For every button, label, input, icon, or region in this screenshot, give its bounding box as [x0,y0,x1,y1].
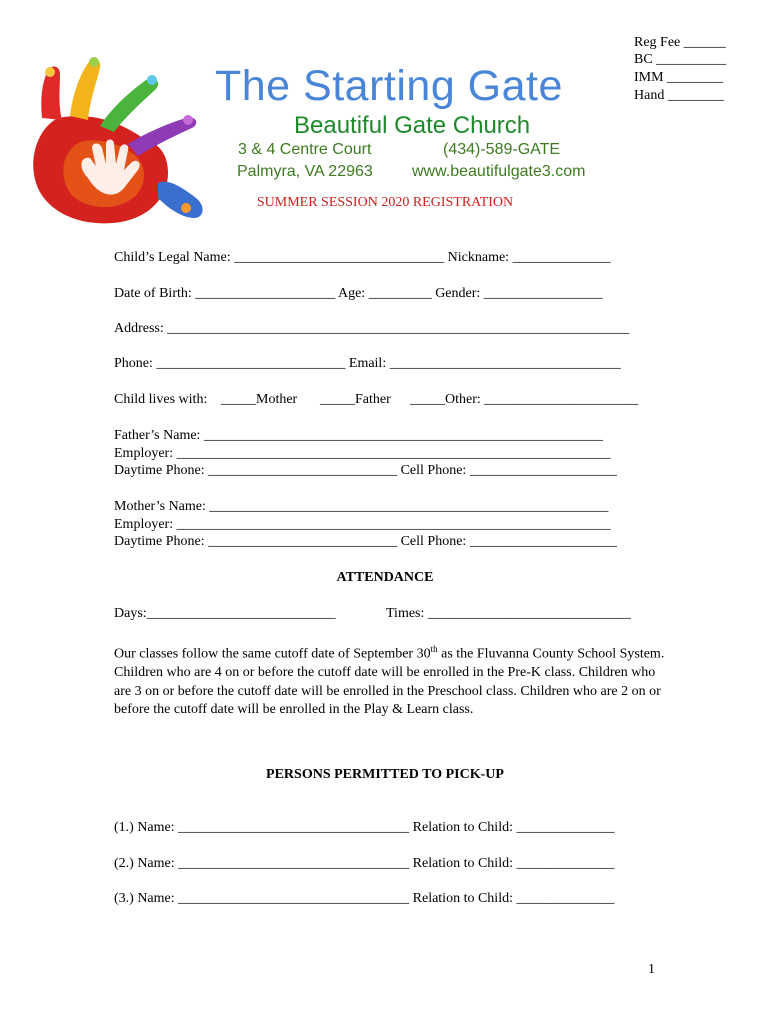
pickup-row-2[interactable]: (2.) Name: _________________________________ Relation to Child: ______________ [114,856,615,871]
pickup-row-1[interactable]: (1.) Name: _________________________________ Relation to Child: ______________ [114,820,615,835]
father-employer-field[interactable]: Employer: ______________________________________________________________ [114,446,611,461]
cutoff-paragraph [114,640,674,720]
finger-smiley-red [45,67,55,77]
address-line-2: Palmyra, VA 22963 [237,163,373,180]
cutoff-paragraph-start: Our classes follow the same cutoff date of September 30 [114,646,431,662]
father-phones-field[interactable]: Daytime Phone: ___________________________ Cell Phone: _____________________ [114,463,617,478]
imm-field[interactable]: IMM ________ [634,70,724,85]
pickup-heading: PERSONS PERMITTED TO PICK-UP [266,767,504,782]
address-field[interactable]: Address: __________________________________________________________________ [114,321,630,336]
address-line-1: 3 & 4 Centre Court [238,141,372,158]
mother-name-field[interactable]: Mother’s Name: _________________________________________________________ [114,499,609,514]
lives-with-mother-option[interactable]: _____Mother [221,392,298,407]
lives-with-label: Child lives with: [114,392,208,407]
page-number: 1 [648,962,655,977]
child-name-field[interactable]: Child’s Legal Name: ______________________________ Nickname: ______________ [114,250,611,265]
handprint-finger-yellow [70,59,100,120]
mother-employer-field[interactable]: Employer: ______________________________________________________________ [114,517,611,532]
pickup-row-3[interactable]: (3.) Name: _________________________________ Relation to Child: ______________ [114,891,615,906]
attendance-heading: ATTENDANCE [336,570,434,585]
finger-smiley-green [147,75,157,85]
bc-field[interactable]: BC __________ [634,52,727,67]
page-title: The Starting Gate [215,62,563,110]
hand-field[interactable]: Hand ________ [634,88,724,103]
church-name: Beautiful Gate Church [294,112,531,139]
lives-with-father-option[interactable]: _____Father [320,392,391,407]
mother-phones-field[interactable]: Daytime Phone: ___________________________ Cell Phone: _____________________ [114,534,617,549]
father-name-field[interactable]: Father’s Name: _________________________________________________________ [114,428,603,443]
dob-age-gender-field[interactable]: Date of Birth: ____________________ Age: _________ Gender: _________________ [114,286,603,301]
phone-email-field[interactable]: Phone: ___________________________ Email: _________________________________ [114,356,621,371]
session-heading: SUMMER SESSION 2020 REGISTRATION [256,195,514,210]
reg-fee-field[interactable]: Reg Fee ______ [634,35,726,50]
finger-smiley-yellow [89,57,99,67]
handprint-finger-green [100,78,158,132]
cutoff-paragraph-rest: as the Fluvanna County School System. Children who are 4 on or before the cutoff date will be enrolled in the Pre-K class. Children who are 3 on or before the cutoff date will be enrolled in the Preschool class. Children who are 2 on or before the cutoff date will be enrolled in the Play & Learn class. [114,646,665,718]
times-field[interactable]: Times: _____________________________ [386,606,631,621]
finger-smiley-purple [183,115,193,125]
days-field[interactable]: Days:___________________________ [114,606,336,621]
cutoff-paragraph-sup: th [430,644,438,654]
phone-number: (434)-589-GATE [443,141,561,158]
lives-with-other-option[interactable]: _____Other: ______________________ [410,392,639,407]
website: www.beautifulgate3.com [412,163,586,180]
